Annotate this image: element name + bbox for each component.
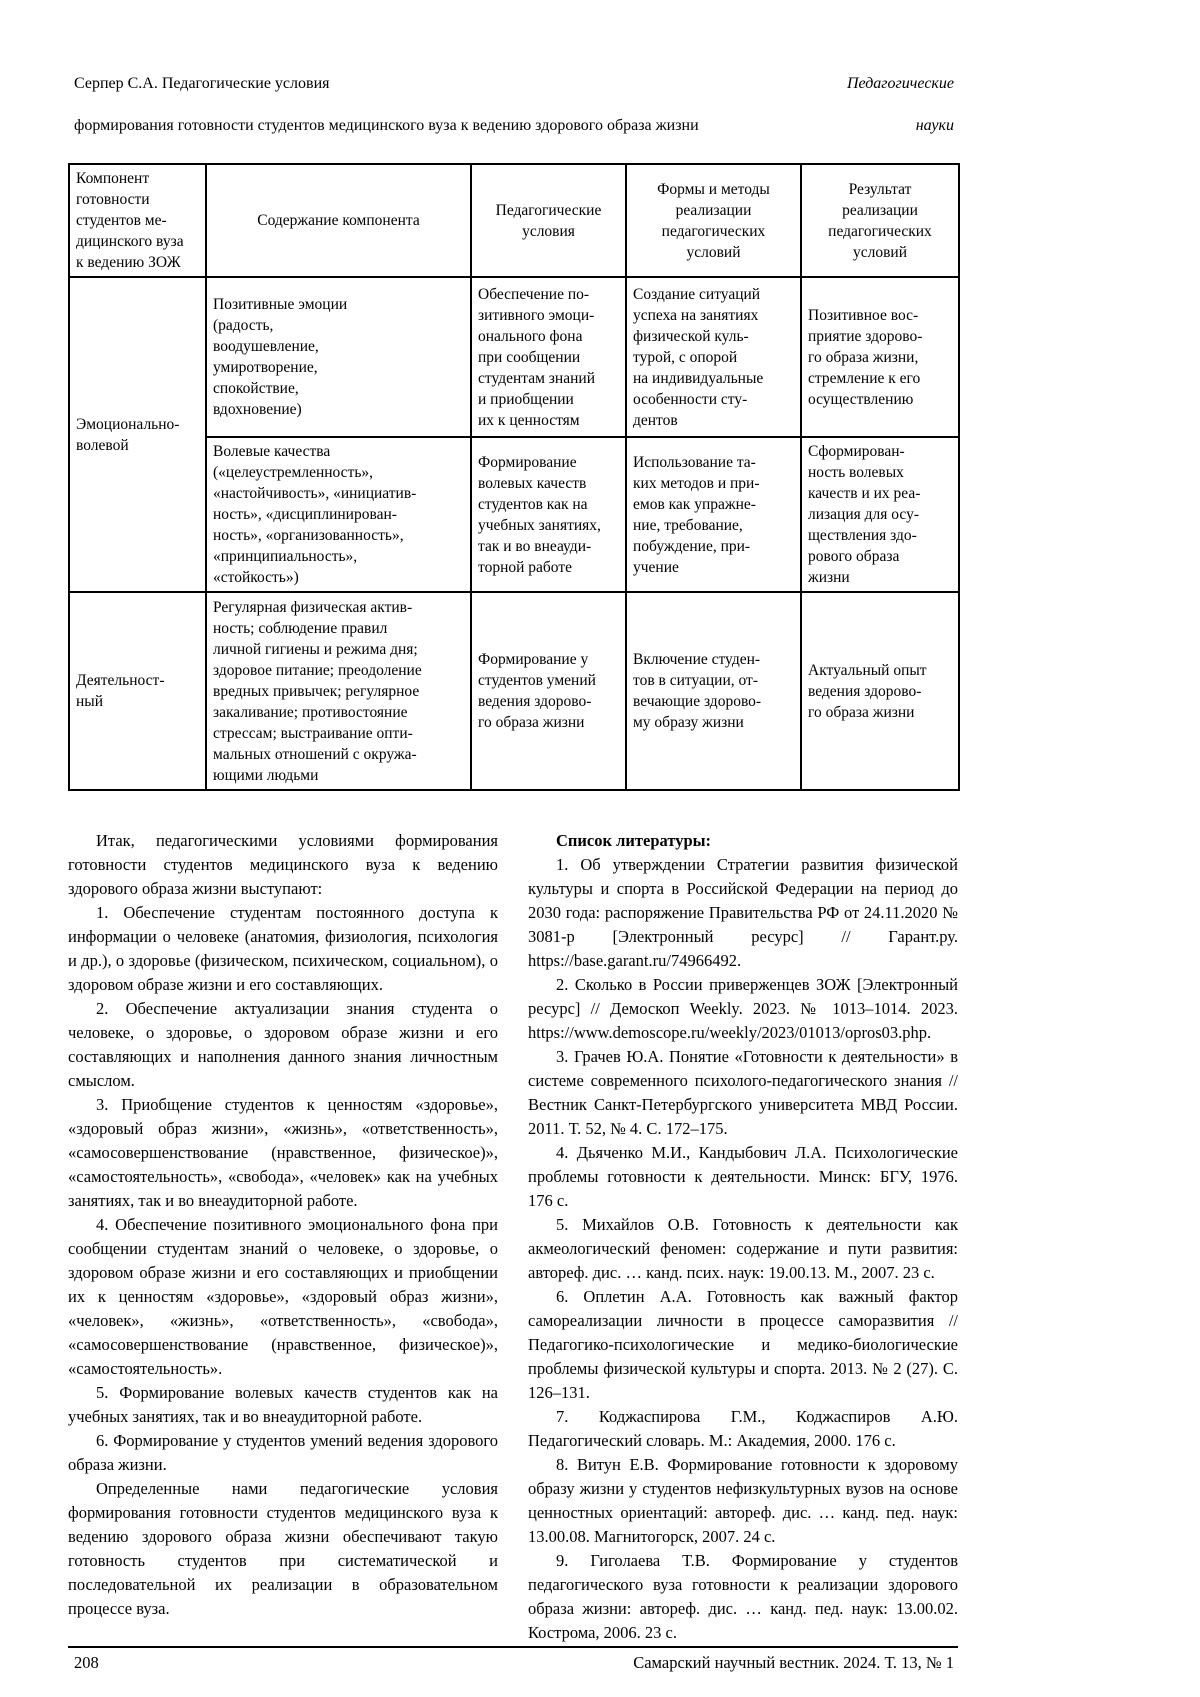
reference-item-4: 4. Дьяченко М.И., Кандыбович Л.А. Психологические проблемы готовности к деятельности. Минск: БГУ, 1976. 176 с. — [528, 1143, 958, 1210]
cell-volitional-qualities: Волевые качества («целеустремленность», «настойчивость», «инициатив- ность», «дисциплинирован- ность», «организованность», «принципиальность», «стойкость») — [206, 437, 471, 592]
reference-item-6: 6. Оплетин А.А. Готовность как важный фактор самореализации личности в процессе саморазвития // Педагогико-психологические и медико-биологические проблемы физической культуры и спорта. 2013. № 2 (27). С. 126–131. — [528, 1287, 958, 1402]
section-name-line2: науки — [915, 117, 954, 134]
paragraph-conclusion: Определенные нами педагогические условия формирования готовности студентов медицинского вуза к ведению здорового образа жизни обеспечивают такую готовность студентов при систематической и последовательной их реализации в образовательном процессе вуза. — [68, 1479, 498, 1618]
table-header-row — [69, 164, 959, 277]
section-name-line1: Педагогические — [846, 75, 954, 92]
paragraph-condition-1: 1. Обеспечение студентам постоянного доступа к информации о человеке (анатомия, физиология, психология и др.), о здоровье (физическом, психическом, социальном), о здоровом образе жизни и его составляющих. — [68, 903, 498, 994]
row-label-emotional-volitional: Эмоционально- волевой — [69, 277, 206, 592]
references-title: Список литературы: — [556, 831, 712, 850]
table-row-activity — [69, 592, 959, 790]
cell-skills-formation-condition: Формирование у студентов умений ведения здорово- го образа жизни — [471, 592, 626, 790]
running-head-article — [74, 52, 699, 157]
paragraph-condition-4: 4. Обеспечение позитивного эмоционального фона при сообщении студентам знаний о человеке, о здоровье, о здоровом образе жизни и его составляющих и приобщении их к ценностям «здоровье», «здоровый образ жизни», «человек», «жизнь», «ответственность», «свобода», «самосовершенствование (нравственное, физическое)», «самостоятельность». — [68, 1215, 498, 1378]
cell-positive-perception-result: Позитивное вос- приятие здорово- го образа жизни, стремление к его осуществлению — [801, 277, 959, 437]
col-header-content: Содержание компонента — [206, 164, 471, 277]
paragraph-condition-2: 2. Обеспечение актуализации знания студента о человеке, о здоровье, о здоровом образе жизни и его составляющих и наполнения данного знания личностным смыслом. — [68, 999, 498, 1090]
readiness-components-table — [68, 163, 960, 791]
body-column-left — [68, 829, 498, 1645]
running-head-section — [847, 52, 954, 157]
page-number: 208 — [74, 1653, 99, 1672]
running-head-author-title: Серпер С.А. Педагогические условия — [74, 75, 330, 92]
cell-physical-activity-content: Регулярная физическая актив- ность; соблюдение правил личной гигиены и режима дня; здоровое питание; преодоление вредных привычек; регулярное закаливание; противостояние стрессам; выстраивание опти- мальных отношений с окружа- ющими людьми — [206, 592, 471, 790]
paragraph-intro: Итак, педагогическими условиями формирования готовности студентов медицинского вуза к ведению здорового образа жизни выступают: — [68, 831, 498, 898]
reference-item-9: 9. Гиголаева Т.В. Формирование у студентов педагогического вуза готовности к реализации здорового образа жизни: автореф. дис. … канд. пед. наук: 13.00.02. Кострома, 2006. 23 с. — [528, 1551, 958, 1642]
row-label-activity: Деятельност- ный — [69, 592, 206, 790]
page-footer — [68, 1646, 958, 1674]
page-content — [68, 52, 958, 1645]
running-head-title-continued: формирования готовности студентов медицинского вуза к ведению здорового образа жизни — [74, 117, 699, 134]
cell-positive-emotions: Позитивные эмоции (радость, воодушевление, умиротворение, спокойствие, вдохновение) — [206, 277, 471, 437]
body-column-right — [528, 829, 958, 1645]
paragraph-condition-6: 6. Формирование у студентов умений ведения здорового образа жизни. — [68, 1431, 498, 1474]
cell-emotional-background-condition: Обеспечение по- зитивного эмоци- онального фона при сообщении студентам знаний и приобщении их к ценностям — [471, 277, 626, 437]
table-row-emotional-1 — [69, 277, 959, 437]
col-header-conditions: Педагогические условия — [471, 164, 626, 277]
reference-item-2: 2. Сколько в России приверженцев ЗОЖ [Электронный ресурс] // Демоскоп Weekly. 2023. № 1013–1014. 2023. https://www.demoscope.ru/weekly/2023/01013/opros03.php. — [528, 975, 958, 1042]
paragraph-condition-5: 5. Формирование волевых качеств студентов как на учебных занятиях, так и во внеаудиторной работе. — [68, 1383, 498, 1426]
cell-volitional-maturity-result: Сформирован- ность волевых качеств и их реа- лизация для осу- ществления здо- рового образа жизни — [801, 437, 959, 592]
cell-inclusion-situations-forms: Включение студен- тов в ситуации, от- вечающие здорово- му образу жизни — [626, 592, 801, 790]
running-head — [68, 52, 958, 157]
cell-methods-techniques-forms: Использование та- ких методов и при- емов как упражне- ние, требование, побуждение, при- учение — [626, 437, 801, 592]
col-header-result: Результат реализации педагогических условий — [801, 164, 959, 277]
reference-item-5: 5. Михайлов О.В. Готовность к деятельности как акмеологический феномен: содержание и пути развития: автореф. дис. … канд. псих. наук: 19.00.13. М., 2007. 23 с. — [528, 1215, 958, 1282]
col-header-component: Компонент готовности студентов ме- дицинского вуза к ведению ЗОЖ — [69, 164, 206, 277]
cell-volitional-formation-condition: Формирование волевых качеств студентов как на учебных занятиях, так и во внеауди- торной работе — [471, 437, 626, 592]
reference-item-1: 1. Об утверждении Стратегии развития физической культуры и спорта в Российской Федерации на период до 2030 года: распоряжение Правительства РФ от 24.11.2020 № 3081-р [Электронный ресурс] // Гарант.ру. https://base.garant.ru/74966492. — [528, 855, 958, 970]
cell-success-situations-forms: Создание ситуаций успеха на занятиях физической куль- турой, с опорой на индивидуальные особенности сту- дентов — [626, 277, 801, 437]
reference-item-7: 7. Коджаспирова Г.М., Коджаспиров А.Ю. Педагогический словарь. М.: Академия, 2000. 176 с. — [528, 1407, 958, 1450]
col-header-forms-methods: Формы и методы реализации педагогических условий — [626, 164, 801, 277]
article-body — [68, 829, 958, 1645]
reference-item-3: 3. Грачев Ю.А. Понятие «Готовности к деятельности» в системе современного психолого-педагогического знания // Вестник Санкт-Петербургского университета МВД России. 2011. Т. 52, № 4. С. 172–175. — [528, 1047, 958, 1138]
cell-actual-experience-result: Актуальный опыт ведения здорово- го образа жизни — [801, 592, 959, 790]
paragraph-condition-3: 3. Приобщение студентов к ценностям «здоровье», «здоровый образ жизни», «жизнь», «ответственность», «самосовершенствование (нравственное, физическое)», «самостоятельность», «свобода», «человек» как на учебных занятиях, так и во внеаудиторной работе. — [68, 1095, 498, 1210]
reference-item-8: 8. Витун Е.В. Формирование готовности к здоровому образу жизни у студентов нефизкультурных вузов на основе ценностных ориентаций: автореф. дис. … канд. пед. наук: 13.00.08. Магнитогорск, 2007. 24 с. — [528, 1455, 958, 1546]
journal-imprint: Самарский научный вестник. 2024. Т. 13, № 1 — [633, 1653, 954, 1672]
